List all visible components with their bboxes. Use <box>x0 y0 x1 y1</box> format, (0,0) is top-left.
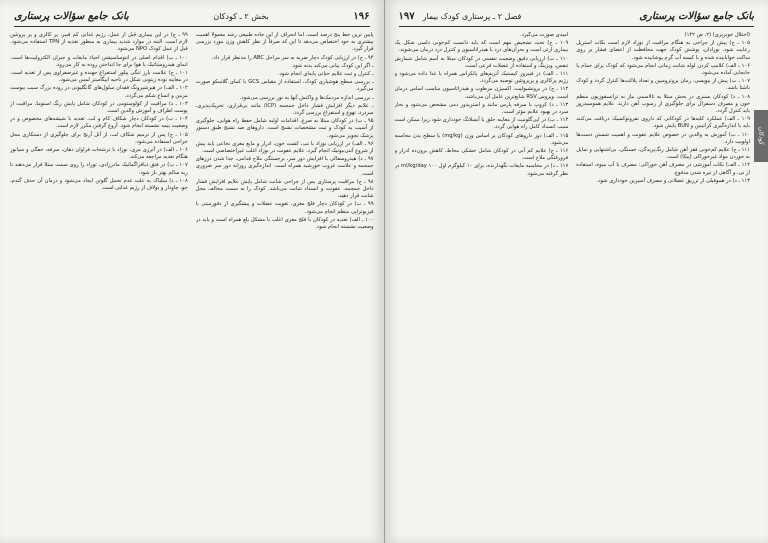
right-page-columns <box>395 32 751 531</box>
paragraph: ۱۰۲ ـ الف) در هیرشپرونگ فقدان سلول‌های گانگلیونی در روده بزرگ سبب یبوست مزمن و اتساع شکم می‌گردد. <box>10 85 188 99</box>
paragraph: ـ بررسی سطح هوشیاری کودک، استفاده از مقیاس GCS یا کمای گلاسکو صورت می‌گیرد. <box>195 79 374 93</box>
left-page-chapter: بخش ۲ ـ کودکان <box>213 11 269 21</box>
left-page-left-column <box>10 32 188 531</box>
paragraph: امیدی صورت می‌گیرد. <box>519 32 569 38</box>
paragraph: ۱۱۷ ـ د) در محاسبه مایعات نگهدارنده، برای ۱۰ کیلوگرم اول ۱۰۰ ml/kg/day در نظر گرفته می‌شود. <box>394 163 569 177</box>
paragraph: ۱۱۱ ـ ج) علایم کم‌خونی فقر آهن شامل رنگ‌پریدگی، خستگی، بی‌اشتهایی و تمایل به خوردن مواد غیرخوراکی (پیکا) است. <box>576 147 750 161</box>
paragraph: ـ کنترل و ثبت علایم حیاتی پایه‌ای انجام شود. <box>277 71 374 78</box>
paragraph: ۱۱۴ ـ ب) در اپی‌گلوتیت از معاینه حلق با آبسلانگ خودداری شود زیرا ممکن است سبب انسداد کامل راه هوایی گردد. <box>394 117 569 131</box>
paragraph: ۹۸ ـ ج) مراقبت پرستاری پس از جراحی شانت شامل پایش علایم افزایش فشار داخل جمجمه، عفونت و انسداد شانت می‌باشد. کودک را به سمت مخالف محل شانت قرار دهید. <box>195 178 374 200</box>
paragraph: ـ بررسی اندازه مردمک‌ها و واکنش آنها به نور بررسی می‌شود. <box>239 94 374 101</box>
paragraph: ۱۱۵ ـ الف) دوز داروهای کودکان بر اساس وزن (mg/kg) یا سطح بدن محاسبه می‌شود. <box>394 132 569 146</box>
paragraph: ۱۰۰ ـ ب) اقدام اصلی در انتوساسپشن احیاء مایعات و جبران الکترولیت‌ها است. انمای هیدروستاتیک یا هوا برای جا انداختن روده به کار می‌رود. <box>10 54 188 68</box>
paragraph: ۱۱۱ ـ الف) در فیبروز کیستیک آنزیم‌های پانکراس همراه با غذا داده می‌شود و رژیم پرکالری و پرپروتئین توصیه می‌گردد. <box>394 71 569 85</box>
right-page <box>385 0 768 543</box>
right-page-book-title: بانک جامع سؤالات پرستاری <box>639 10 754 22</box>
paragraph: ۹۹ ـ ج) در این بیماری قبل از عمل، رژیم غذایی کم فیبر، پر کالری و پر پروتئین لازم است. البته در موارد شدید بیماری به منظور تغذیه از TPN استفاده می‌شود. قبل از عمل کودک NPO می‌شود. <box>10 32 188 53</box>
left-page-book-title: بانک جامع سؤالات پرستاری <box>14 10 129 22</box>
paragraph: ۱۱۶ ـ ج) علایم کم آبی در کودکان شامل خشکی مخاط، کاهش برون‌ده ادرار و فرورفتگی ملاج است. <box>394 148 569 162</box>
left-page-number: ۱۹۶ <box>353 10 370 22</box>
paragraph: ۹۵ ـ ب) در کودکان مبتلا به صرع، اقدامات اولیه شامل حفظ راه هوایی، جلوگیری از آسیب به کودک و ثبت مشخصات تشنج است. داروهای ضد تشنج طبق دستور پزشک تجویز می‌شود. <box>195 118 374 139</box>
paragraph: ۱۱۳ ـ د) در هموفیلی از تزریق عضلانی و مصرف آسپرین خودداری شود. <box>596 177 750 184</box>
paragraph: ۱۰۱ ـ ج) علامت بارز تنگی پیلور استفراغ جهنده و غیرصفراوی پس از تغذیه است. در معاینه توده زیتونی شکل در ناحیه اپیگاستر لمس می‌شود. <box>10 70 188 84</box>
paragraph: ـ علایم دیگر افزایش فشار داخل جمجمه (ICP) مانند بی‌قراری، تحریک‌پذیری، سردرد، تهوع و استفراغ بررسی گردد. <box>195 102 374 117</box>
right-page-chapter: فصل ۲ ـ پرستاری کودک بیمار <box>422 11 522 21</box>
paragraph: ۹۹ ـ ب) در کودکان دچار فلج مغزی، تقویت عضلات و پیشگیری از دفورمیتی با فیزیوتراپی منظم انجام می‌شود. <box>195 201 374 215</box>
paragraph: ۱۰۹ ـ الف) عملکرد کلیه‌ها در کودکانی که داروی نفروتوکسیک دریافت می‌کنند باید با اندازه‌گیری کراتینین و BUN پایش شود. <box>576 116 750 130</box>
right-page-left-column <box>395 32 569 531</box>
left-page-header <box>14 6 370 27</box>
paragraph: (اختلال خونریزی) (۲، ص ۱۴۲) <box>684 32 750 38</box>
paragraph: ۱۰۸ ـ د) سلیاک به علت عدم تحمل گلوتن ایجاد می‌شود و درمان آن حذف گندم، جو، چاودار و یولاف از رژیم غذایی است. <box>10 177 188 192</box>
paragraph: ـ اگر این کودک بیانی می‌کند بدنه شود. <box>291 62 374 69</box>
paragraph: ۱۱۰ ـ ب) آموزش به والدین در خصوص علایم عفونت و اهمیت شستن دست‌ها اولویت دارد. <box>576 131 750 145</box>
paragraph: ۹۷ ـ د) هیدروسفالی با افزایش دور سر، برجستگی ملاج قدامی، جدا شدن درزهای جمجمه و علامت غروب خورشید همراه است. اندازه‌گیری روزانه دور سر ضروری است. <box>195 156 374 177</box>
paragraph: ۱۰۵ ـ ج) پس از ترمیم شکاف لب، از آتل آرنج برای جلوگیری از دستکاری محل جراحی استفاده می‌شود. <box>10 131 188 145</box>
paragraph: ۱۰۶ ـ الف) کلامپ کردن لوله شانت زمانی انجام می‌شود که کودک برای حمام یا جابجایی آماده می‌شود. <box>576 62 750 77</box>
left-page-right-column <box>196 32 374 531</box>
paragraph: ۹۶ ـ الف) در ارزیابی نوزاد با تب، کشت خون، ادرار و مایع مغزی نخاعی باید پیش از شروع آنتی‌بیوتیک انجام گیرد. علایم عفونت در نوزاد اغلب غیراختصاصی است. <box>195 140 374 155</box>
right-page-right-column <box>576 32 750 531</box>
paragraph: ۱۰۴ ـ ب) در کودکان دچار شکاف کام و لب، تغذیه با شیشه‌های مخصوص و در وضعیت نیمه نشسته انجام شود. آروغ گرفتن مکرر لازم است. <box>10 116 188 130</box>
paragraph: ۱۰۰ ـ الف) تغذیه در کودکان با فلج مغزی اغلب با مشکل بلع همراه است و باید در وضعیت نشسته انجام شود. <box>195 216 374 231</box>
side-thumb-tab: کودکان <box>754 110 768 162</box>
paragraph: ۱۰۷ ـ ب) پیش از بیوپسی، زمان پروترومبین و تعداد پلاکت‌ها کنترل گردد و کودک ناشتا باشد. <box>576 78 750 92</box>
paragraph: ۱۰۶ ـ الف) در آترزی مری، نوزاد با ترشحات فراوان دهان، سرفه، خفگی و سیانوز هنگام تغذیه مراجعه می‌کند. <box>10 147 188 161</box>
paragraph: ۱۰۹ ـ ج) تحت تشخیص مهم است که باید دانست کم‌خونی داسی شکل یک بیماری ارثی است و بحران‌های درد با هیدراتاسیون و کنترل درد درمان می‌شوند. <box>394 40 569 54</box>
paragraph: ۱۰۵ ـ ج) پیش از جراحی به هنگام مراقبت از نوزاد لازم است نکات استریل رعایت شود. نوزادان، پوشش کودک جهت محافظت از اعضای فشار بر روی ساکت خوابانیده شده و با کیسه آب گرم پوشانیده شود. <box>576 40 750 61</box>
paragraph: ۱۱۳ ـ د) کروپ با سرفه پارس مانند و استریدور دمی مشخص می‌شود و بخار سرد در بهبود علایم مؤثر است. <box>394 101 569 116</box>
right-page-number: ۱۹۷ <box>398 10 415 22</box>
paragraph: پایین ترین خط پنج درصد است، اما انحراف از این جاده طبیعی رشد معمولاً اهمیت بیشتری به خود اختصاص می‌دهد تا این که صرفاً از نظر کاهش وزن مورد بررسی قرار گیرد. <box>195 32 374 53</box>
paragraph: ۱۱۲ ـ الف) نکات آموزشی در مصرف آهن خوراکی: مصرف با آب میوه، استفاده از نی، و آگاهی از تیره شدن مدفوع. <box>576 162 750 176</box>
paragraph: ۱۱۰ ـ ب) ارزیابی دقیق وضعیت تنفسی در کودکان مبتلا به آسم شامل شمارش تنفس، ویزینگ و استفاده از عضلات فرعی است. <box>394 55 569 69</box>
right-page-header <box>399 6 755 27</box>
left-page-columns <box>10 32 374 531</box>
paragraph: ۱۰۳ ـ د) مراقبت از کولوستومی در کودکان شامل پایش رنگ استوما، مراقبت از پوست اطراف و آموزش والدین است. <box>10 100 188 115</box>
paragraph: ۱۰۷ ـ ب) در فتق دیافراگماتیک مادرزادی، نوزاد را روی سمت مبتلا قرار می‌دهند تا ریه سالم بهتر باز شود. <box>10 162 188 176</box>
paragraph: ۱۰۸ ـ د) کودکان بستری در بخش مبتلا به تالاسمی نیاز به ترانسفوزیون منظم خون و مصرف دسفرال برای جلوگیری از رسوب آهن دارند. علایم هموسیدروز باید کنترل گردد. <box>576 93 750 115</box>
paragraph: ۱۱۲ ـ ج) در برونشیولیت، اکسیژن مرطوب و هیدراتاسیون مناسب اساس درمان است. ویروس RSV شایع‌ترین عامل آن می‌باشد. <box>394 86 569 100</box>
paragraph: ۹۴ ـ ج) در ارزیابی کودک دچار ضربه به سر مراحل ABC را مدنظر قرار داد. <box>211 54 374 61</box>
